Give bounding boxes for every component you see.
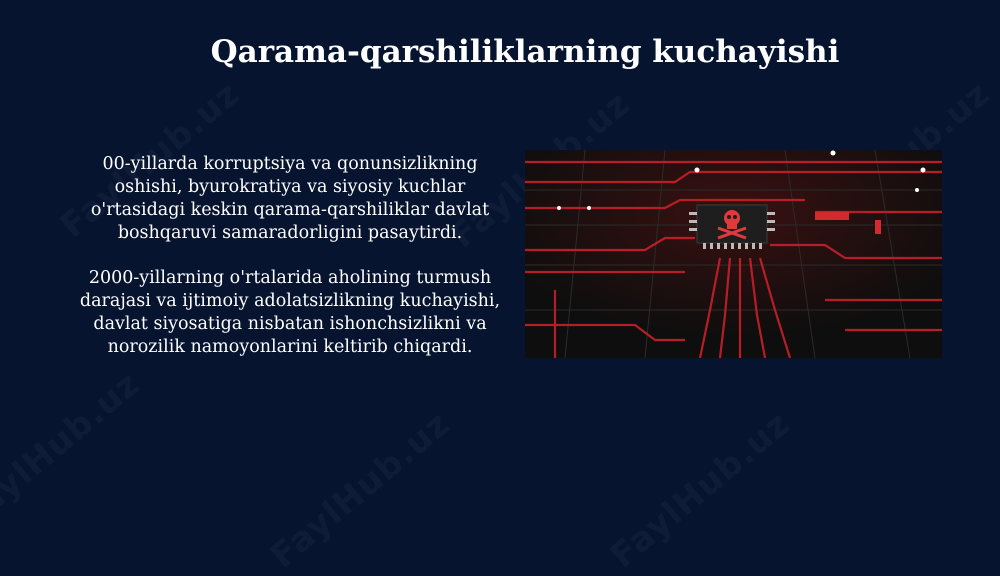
slide-body [70, 153, 510, 381]
circuit-board-skull-chip-icon [525, 150, 942, 358]
slide-title: Qarama-qarshiliklarning kuchayishi [210, 34, 840, 70]
paragraph: 00-yillarda korruptsiya va qonunsizlikning oshishi, byurokratiya va siyosiy kuchlar o'rtasidagi keskin qarama-qarshiliklar davlat boshqaruvi samaradorligini pasaytirdi. [90, 154, 490, 243]
paragraph: 2000-yillarning o'rtalarida aholining turmush darajasi va ijtimoiy adolatsizlikning kuchayishi, davlat siyosatiga nisbatan ishonchsizlikni va norozilik namoyonlarini keltirib chiqardi. [79, 268, 501, 357]
watermark [0, 364, 148, 537]
circuit-board-image [525, 150, 942, 358]
watermark [603, 404, 798, 576]
watermark [263, 404, 458, 576]
